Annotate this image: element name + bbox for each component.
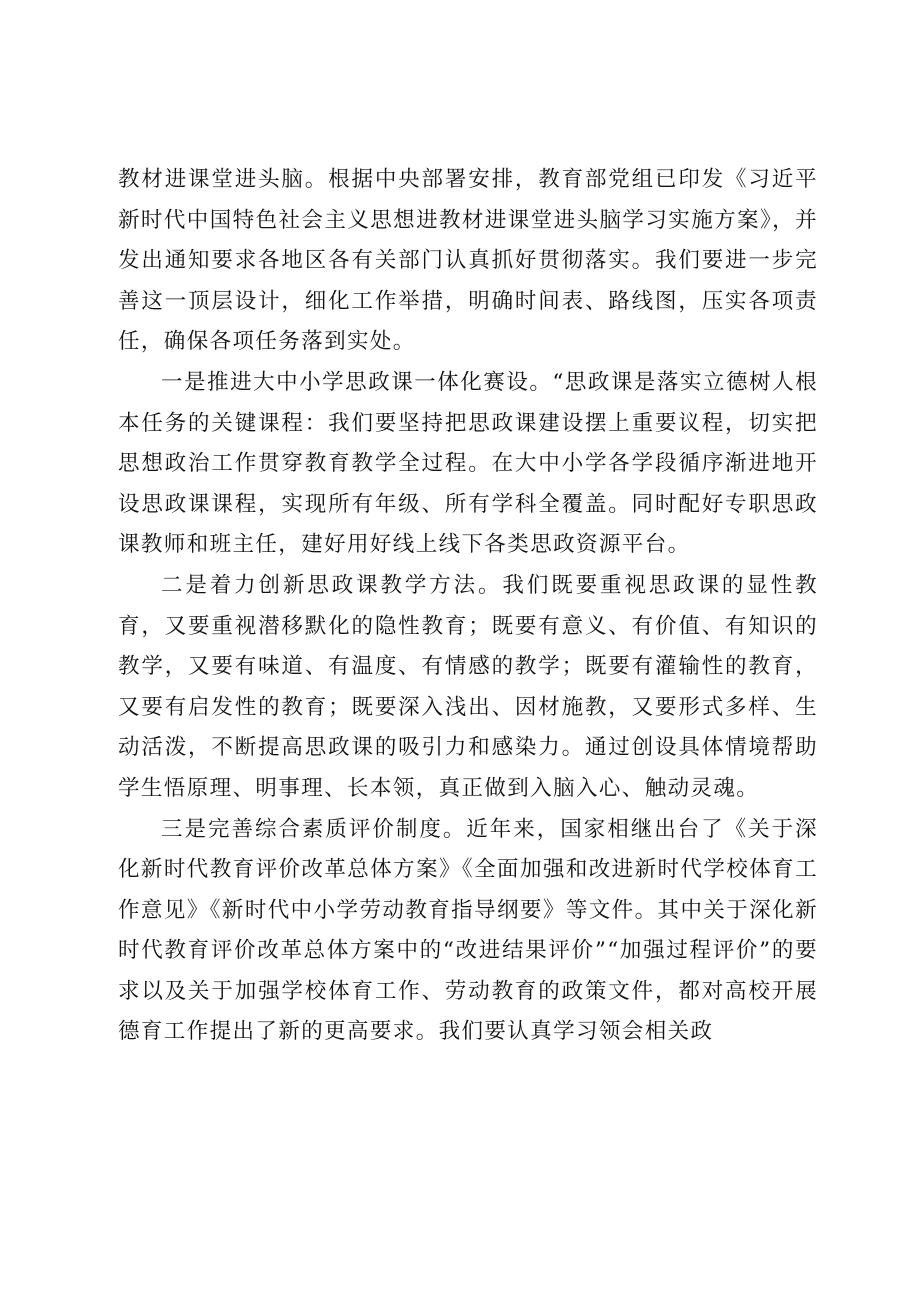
- paragraph-two: 二是着力创新思政课教学方法。我们既要重视思政课的显性教育，又要重视潜移默化的隐性教育；既要有意义、有价值、有知识的教学，又要有味道、有温度、有情感的教学；既要有灌输性的教育，又要有启发性的教育；既要深入浅出、因材施教，又要形式多样、生动活泼，不断提高思政课的吸引力和感染力。通过创设具体情境帮助学生悟原理、明事理、长本领，真正做到入脑入心、触动灵魂。: [118, 572, 818, 801]
- paragraph-continuation: 教材进课堂进头脑。根据中央部署安排，教育部党组已印发《习近平新时代中国特色社会主义思想进教材进课堂进头脑学习实施方案》，并发出通知要求各地区各有关部门认真抓好贯彻落实。我们要进一步完善这一顶层设计，细化工作举措，明确时间表、路线图，压实各项责任，确保各项任务落到实处。: [118, 167, 818, 355]
- paragraph-one: 一是推进大中小学思政课一体化赛设。“思政课是落实立德树人根本任务的关键课程：我们要坚持把思政课建设摆上重要议程，切实把思想政治工作贯穿教育教学全过程。在大中小学各学段循序渐进地开设思政课课程，实现所有年级、所有学科全覆盖。同时配好专职思政课教师和班主任，建好用好线上线下各类思政资源平台。: [118, 369, 818, 558]
- paragraph-three: 三是完善综合素质评价制度。近年来，国家相继出台了《关于深化新时代教育评价改革总体方案》《全面加强和改进新时代学校体育工作意见》《新时代中小学劳动教育指导纲要》等文件。其中关于深化新时代教育评价改革总体方案中的“改进结果评价”“加强过程评价”的要求以及关于加强学校体育工作、劳动教育的政策文件，都对高校开展德育工作提出了新的更高要求。我们要认真学习领会相关政: [118, 816, 818, 1045]
- document-body: [118, 160, 818, 1053]
